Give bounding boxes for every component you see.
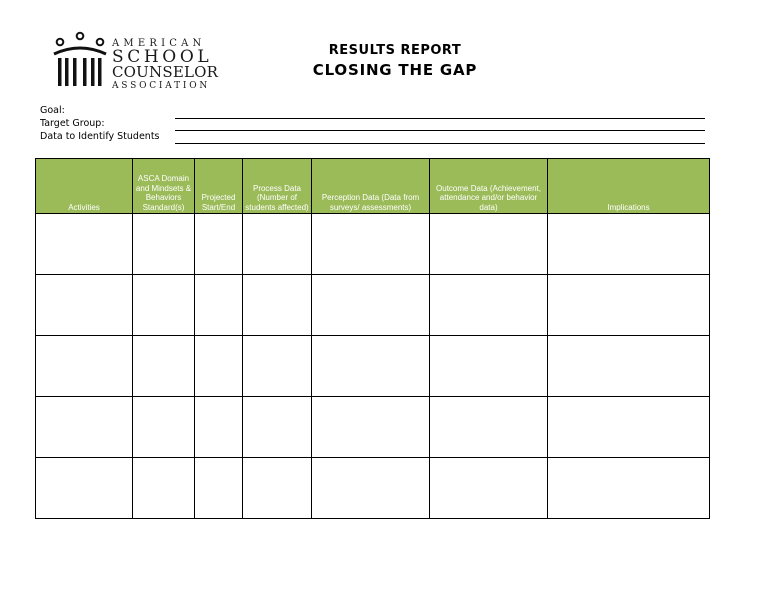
data-to-identify-line[interactable] [175, 143, 705, 144]
column-header-asca-domain: ASCA Domain and Mindsets & Behaviors Standard(s) [133, 159, 195, 214]
table-cell[interactable] [36, 275, 133, 336]
table-cell[interactable] [548, 397, 710, 458]
table-row [36, 275, 710, 336]
table-cell[interactable] [312, 275, 430, 336]
table-cell[interactable] [312, 397, 430, 458]
table-cell[interactable] [133, 336, 195, 397]
logo-line-counselor: COUNSELOR [112, 63, 219, 81]
table-cell[interactable] [133, 397, 195, 458]
column-header-process-data: Process Data (Number of students affected) [243, 159, 312, 214]
table-cell[interactable] [36, 336, 133, 397]
table-cell[interactable] [312, 336, 430, 397]
logo-line-school: SCHOOL [112, 47, 213, 67]
column-header-outcome-data: Outcome Data (Achievement, attendance and/or behavior data) [430, 159, 548, 214]
asca-logo [52, 28, 222, 90]
table-cell[interactable] [36, 214, 133, 275]
results-table [35, 158, 710, 519]
table-cell[interactable] [195, 275, 243, 336]
table-cell[interactable] [312, 214, 430, 275]
table-cell[interactable] [430, 458, 548, 519]
table-cell[interactable] [195, 458, 243, 519]
table-cell[interactable] [195, 397, 243, 458]
column-header-projected: Projected Start/End [195, 159, 243, 214]
table-row [36, 214, 710, 275]
table-cell[interactable] [430, 397, 548, 458]
table-cell[interactable] [430, 336, 548, 397]
table-cell[interactable] [243, 214, 312, 275]
table-cell[interactable] [243, 336, 312, 397]
table-cell[interactable] [36, 458, 133, 519]
table-cell[interactable] [548, 275, 710, 336]
logo-line-american: AMERICAN [112, 38, 206, 49]
table-cell[interactable] [195, 214, 243, 275]
table-row [36, 336, 710, 397]
goal-label: Goal: [40, 105, 65, 116]
table-cell[interactable] [548, 214, 710, 275]
table-cell[interactable] [243, 397, 312, 458]
table-cell[interactable] [430, 214, 548, 275]
target-group-line[interactable] [175, 130, 705, 131]
table-cell[interactable] [312, 458, 430, 519]
data-to-identify-label: Data to Identify Students [40, 131, 160, 142]
table-header-row [36, 159, 710, 214]
table-row [36, 458, 710, 519]
table-cell[interactable] [195, 336, 243, 397]
page-subtitle: CLOSING THE GAP [312, 61, 478, 79]
table-cell[interactable] [243, 458, 312, 519]
logo-line-association: ASSOCIATION [112, 81, 211, 91]
table-cell[interactable] [36, 397, 133, 458]
target-group-label: Target Group: [40, 118, 105, 129]
table-cell[interactable] [133, 458, 195, 519]
table-cell[interactable] [548, 336, 710, 397]
table-cell[interactable] [430, 275, 548, 336]
table-cell[interactable] [133, 214, 195, 275]
table-cell[interactable] [548, 458, 710, 519]
page-title: RESULTS REPORT [328, 43, 462, 58]
column-header-activities: Activities [36, 159, 133, 214]
table-row [36, 397, 710, 458]
table-cell[interactable] [243, 275, 312, 336]
school-columns-logo-icon [52, 28, 108, 90]
goal-line[interactable] [175, 118, 705, 119]
column-header-perception-data: Perception Data (Data from surveys/ assessments) [312, 159, 430, 214]
table-cell[interactable] [133, 275, 195, 336]
column-header-implications: Implications [548, 159, 710, 214]
